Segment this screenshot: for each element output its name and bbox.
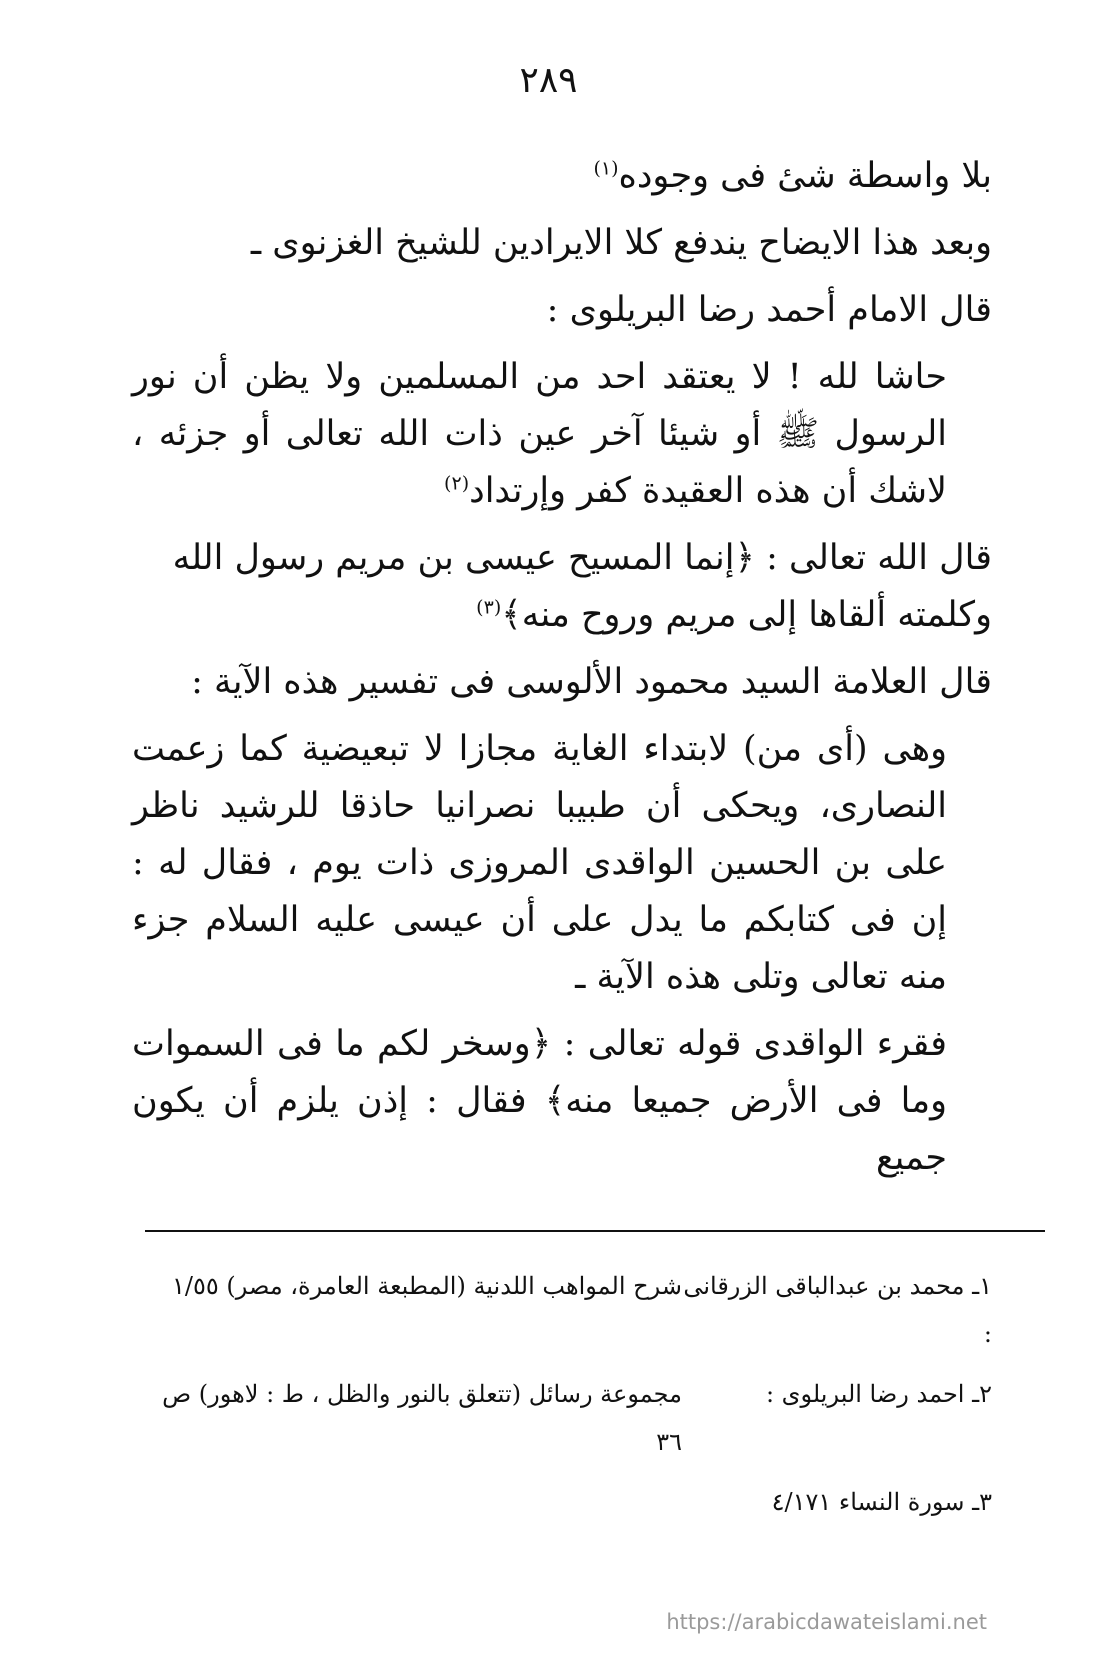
- paragraph-text: قال الله تعالی : ﴿إنما المسیح عیسی بن مریم رسول الله وكلمته ألقاها إلی مریم وروح منه﴾: [172, 538, 992, 635]
- paragraph-text: وهی (أی من) لابتداء الغایة مجازا لا تبعیضیة كما زعمت النصاری، ویحكی أن طبیبا نصرانیا حاذقا للرشید ناظر علی بن الحسین الواقدی المروزی ذات یوم ، فقال له : إن فی كتابكم ما یدل علی أن عیسی علیه السلام جزء منه تعالی وتلی هذه الآیة ـ: [132, 729, 947, 997]
- footnote: [132, 1262, 992, 1358]
- footnote-author: ٢ـ احمد رضا البریلوی :: [765, 1380, 992, 1408]
- footnotes: [132, 1262, 992, 1538]
- footnote: [132, 1370, 992, 1466]
- watermark-url: https://arabicdawateislami.net: [666, 1610, 987, 1634]
- footnote-author: ١ـ محمد بن عبدالباقی الزرقانی :: [683, 1272, 992, 1348]
- paragraph-text: بلا واسطة شیٔ فی وجوده: [618, 156, 992, 196]
- quote-paragraph: [132, 721, 947, 1006]
- footnote-ref: (٣): [476, 596, 502, 619]
- paragraph: [132, 282, 992, 339]
- footnote-ref: (٢): [444, 472, 470, 495]
- footnote-source: مجموعة رسائل (تتعلق بالنور والظل ، ط : لاهور) ص ٣٦: [162, 1380, 682, 1456]
- footnote-text: ٣ـ سورة النساء ٤/١٧١: [771, 1488, 992, 1516]
- footnote-ref: (١): [593, 157, 619, 180]
- paragraph-text: حاشا لله ! لا یعتقد احد من المسلمین ولا یظن أن نور الرسول ﷺ أو شیئا آخر عین ذات الله تعالی أو جزئه ، لاشك أن هذه العقیدة كفر وإرتداد: [132, 357, 947, 511]
- paragraph-text: قال الامام أحمد رضا البریلوی :: [546, 290, 992, 330]
- paragraph-text: وبعد هذا الایضاح یندفع کلا الایرادین للشیخ الغزنوی ـ: [250, 223, 992, 263]
- paragraph-text: قال العلامة السید محمود الألوسی فی تفسیر هذه الآیة :: [191, 662, 992, 702]
- quote-paragraph: [132, 349, 947, 520]
- page-number: ٢٨٩: [519, 60, 578, 101]
- paragraph: [132, 530, 992, 644]
- paragraph: [132, 654, 992, 711]
- footnote-divider: [145, 1230, 1045, 1232]
- quote-paragraph: [132, 1016, 947, 1187]
- paragraph: [132, 215, 992, 272]
- footnote: [132, 1478, 992, 1526]
- paragraph-text: فقرء الواقدی قوله تعالی : ﴿وسخر لكم ما فی السموات وما فی الأرض جمیعا منه﴾ فقال : إذن یلزم أن یكون جمیع: [132, 1024, 947, 1178]
- footnote-source: شرح المواهب اللدنیة (المطبعة العامرة، مصر) ١/٥٥: [172, 1272, 682, 1300]
- body-text: [132, 148, 992, 1197]
- paragraph: [132, 148, 992, 205]
